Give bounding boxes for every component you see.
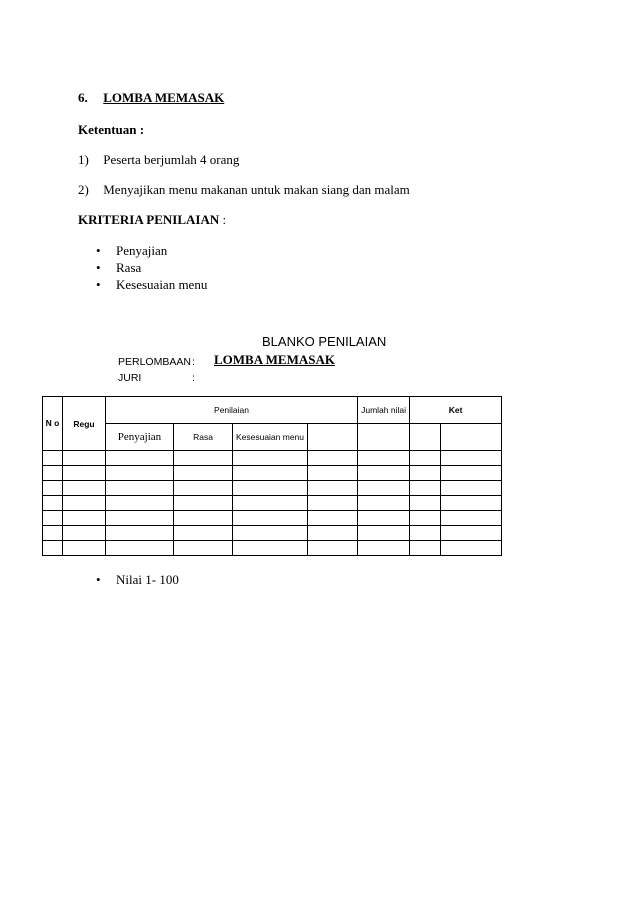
header-no: N o	[43, 397, 63, 451]
table-row	[43, 496, 502, 511]
table-cell	[63, 496, 106, 511]
table-cell	[43, 481, 63, 496]
table-cell	[63, 541, 106, 556]
perlombaan-label: PERLOMBAAN	[118, 356, 191, 368]
table-cell	[63, 451, 106, 466]
table-cell	[63, 511, 106, 526]
table-cell	[43, 451, 63, 466]
table-cell	[308, 481, 358, 496]
table-cell	[410, 451, 441, 466]
kriteria-heading	[78, 212, 226, 228]
header-rasa: Rasa	[174, 424, 233, 451]
table-cell	[308, 526, 358, 541]
list-item: • Penyajian	[96, 242, 207, 259]
table-row	[43, 466, 502, 481]
table-cell	[43, 541, 63, 556]
table-cell	[358, 511, 410, 526]
table-cell	[410, 481, 441, 496]
perlombaan-value: LOMBA MEMASAK	[214, 352, 335, 367]
table-cell	[441, 541, 502, 556]
table-cell	[106, 541, 174, 556]
table-cell	[43, 466, 63, 481]
table-cell	[106, 481, 174, 496]
table-cell	[43, 511, 63, 526]
table-cell	[308, 496, 358, 511]
list-item: • Rasa	[96, 259, 207, 276]
table-cell	[308, 466, 358, 481]
table-cell	[441, 481, 502, 496]
table-cell	[410, 541, 441, 556]
scoring-table	[42, 396, 502, 556]
table-cell	[308, 451, 358, 466]
table-cell	[441, 526, 502, 541]
header-penyajian: Penyajian	[106, 424, 174, 451]
blanko-title: BLANKO PENILAIAN	[262, 334, 387, 349]
table-cell	[410, 526, 441, 541]
kriteria-list	[96, 242, 207, 293]
table-cell	[174, 496, 233, 511]
kriteria-label: KRITERIA PENILAIAN	[78, 212, 220, 227]
table-cell	[233, 481, 308, 496]
table-cell	[358, 466, 410, 481]
table-body	[43, 451, 502, 556]
section-number: 6.	[78, 90, 88, 105]
header-ket: Ket	[410, 397, 502, 424]
table-cell	[233, 511, 308, 526]
table-cell	[106, 496, 174, 511]
table-cell	[106, 451, 174, 466]
table-cell	[233, 496, 308, 511]
table-cell	[308, 424, 358, 451]
bullet-icon: •	[96, 572, 101, 587]
table-cell	[308, 511, 358, 526]
table-cell	[63, 526, 106, 541]
table-cell	[233, 466, 308, 481]
table-cell	[441, 424, 502, 451]
rule-text: Peserta berjumlah 4 orang	[103, 152, 240, 167]
rule-number: 1)	[78, 152, 89, 167]
table-cell	[358, 496, 410, 511]
table-cell	[233, 541, 308, 556]
table-row	[43, 451, 502, 466]
header-jumlah-nilai: Jumlah nilai	[358, 397, 410, 424]
table-cell	[358, 541, 410, 556]
nilai-note	[96, 572, 179, 588]
table-cell	[174, 541, 233, 556]
perlombaan-colon: :	[192, 356, 195, 368]
juri-label: JURI	[118, 372, 142, 384]
table-cell	[174, 466, 233, 481]
table-cell	[441, 466, 502, 481]
table-cell	[63, 481, 106, 496]
rule-item	[78, 152, 239, 168]
table-cell	[43, 496, 63, 511]
table-cell	[43, 526, 63, 541]
section-title: LOMBA MEMASAK	[103, 90, 225, 105]
table-cell	[410, 424, 441, 451]
table-cell	[358, 526, 410, 541]
section-heading	[78, 90, 224, 106]
rule-text: Menyajikan menu makanan untuk makan siang dan malam	[103, 182, 410, 197]
table-cell	[410, 496, 441, 511]
nilai-note-text: Nilai 1- 100	[116, 572, 179, 587]
table-cell	[358, 481, 410, 496]
ketentuan-label: Ketentuan :	[78, 122, 145, 137]
table-cell	[308, 541, 358, 556]
table-cell	[441, 451, 502, 466]
list-item: • Kesesuaian menu	[96, 276, 207, 293]
juri-colon: :	[192, 372, 195, 384]
kriteria-colon: :	[219, 212, 227, 227]
table-cell	[174, 481, 233, 496]
table-cell	[233, 526, 308, 541]
table-cell	[233, 451, 308, 466]
table-cell	[410, 466, 441, 481]
table-cell	[358, 451, 410, 466]
table-cell	[63, 466, 106, 481]
table-cell	[174, 451, 233, 466]
header-kesesuaian-menu: Kesesuaian menu	[233, 424, 308, 451]
table-cell	[441, 511, 502, 526]
table-row	[43, 481, 502, 496]
rule-number: 2)	[78, 182, 89, 197]
table-cell	[106, 466, 174, 481]
header-regu: Regu	[63, 397, 106, 451]
table-cell	[174, 511, 233, 526]
table-cell	[106, 526, 174, 541]
table-row	[43, 541, 502, 556]
table-row	[43, 511, 502, 526]
table-cell	[358, 424, 410, 451]
table-row	[43, 526, 502, 541]
table-cell	[441, 496, 502, 511]
table-cell	[174, 526, 233, 541]
header-penilaian: Penilaian	[106, 397, 358, 424]
table-cell	[410, 511, 441, 526]
rule-item	[78, 182, 410, 198]
table-cell	[106, 511, 174, 526]
